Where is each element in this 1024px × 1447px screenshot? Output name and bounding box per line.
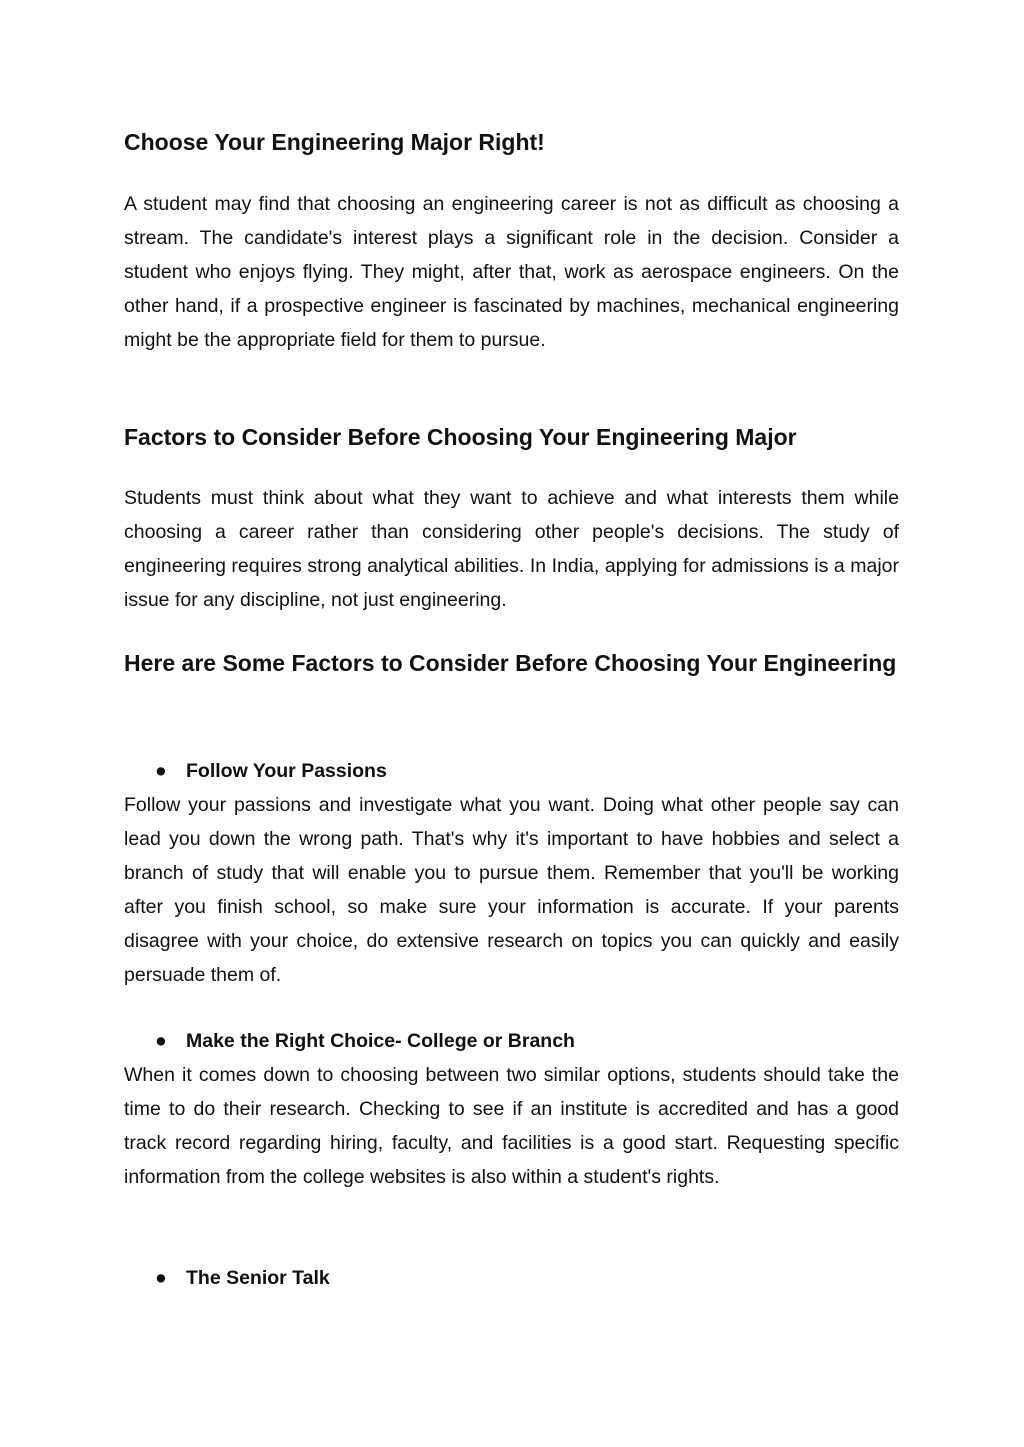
factors-paragraph: Students must think about what they want to achieve and what interests them while choosing a career rather than considering other people's decisions. The study of engineering requires strong analytical abilities. In India, applying for admissions is a major issue for any discipline, not just engineering. [124, 487, 899, 611]
list-item-heading [155, 1024, 575, 1058]
list-item-paragraph: Follow your passions and investigate what you want. Doing what other people say can lead you down the wrong path. That's why it's important to have hobbies and select a branch of study that will enable you to pursue them. Remember that you'll be working after you finish school, so make sure your information is accurate. If your parents disagree with your choice, do extensive research on topics you can quickly and easily persuade them of. [124, 794, 899, 986]
intro-paragraph: A student may find that choosing an engineering career is not as difficult as choosing a stream. The candidate's interest plays a significant role in the decision. Consider a student who enjoys flying. They might, after that, work as aerospace engineers. On the other hand, if a prospective engineer is fascinated by machines, mechanical engineering might be the appropriate field for them to pursue. [124, 193, 899, 351]
bullet-icon: ● [155, 1030, 167, 1052]
list-item-heading [155, 754, 387, 788]
list-item-heading [155, 1261, 330, 1295]
list-item-title: Make the Right Choice- College or Branch [186, 1030, 575, 1052]
section-heading-list: Here are Some Factors to Consider Before Choosing Your Engineering [124, 650, 897, 676]
list-item-title: Follow Your Passions [186, 760, 387, 782]
list-item-paragraph: When it comes down to choosing between two similar options, students should take the time to do their research. Checking to see if an institute is accredited and has a good track record regarding hiring, faculty, and facilities is a good start. Requesting specific information from the college websites is also within a student's rights. [124, 1064, 899, 1188]
bullet-icon: ● [155, 760, 167, 782]
section-heading-factors: Factors to Consider Before Choosing Your Engineering Major [124, 424, 797, 450]
list-item-title: The Senior Talk [186, 1267, 330, 1289]
page-title: Choose Your Engineering Major Right! [124, 129, 545, 155]
bullet-icon: ● [155, 1267, 167, 1289]
